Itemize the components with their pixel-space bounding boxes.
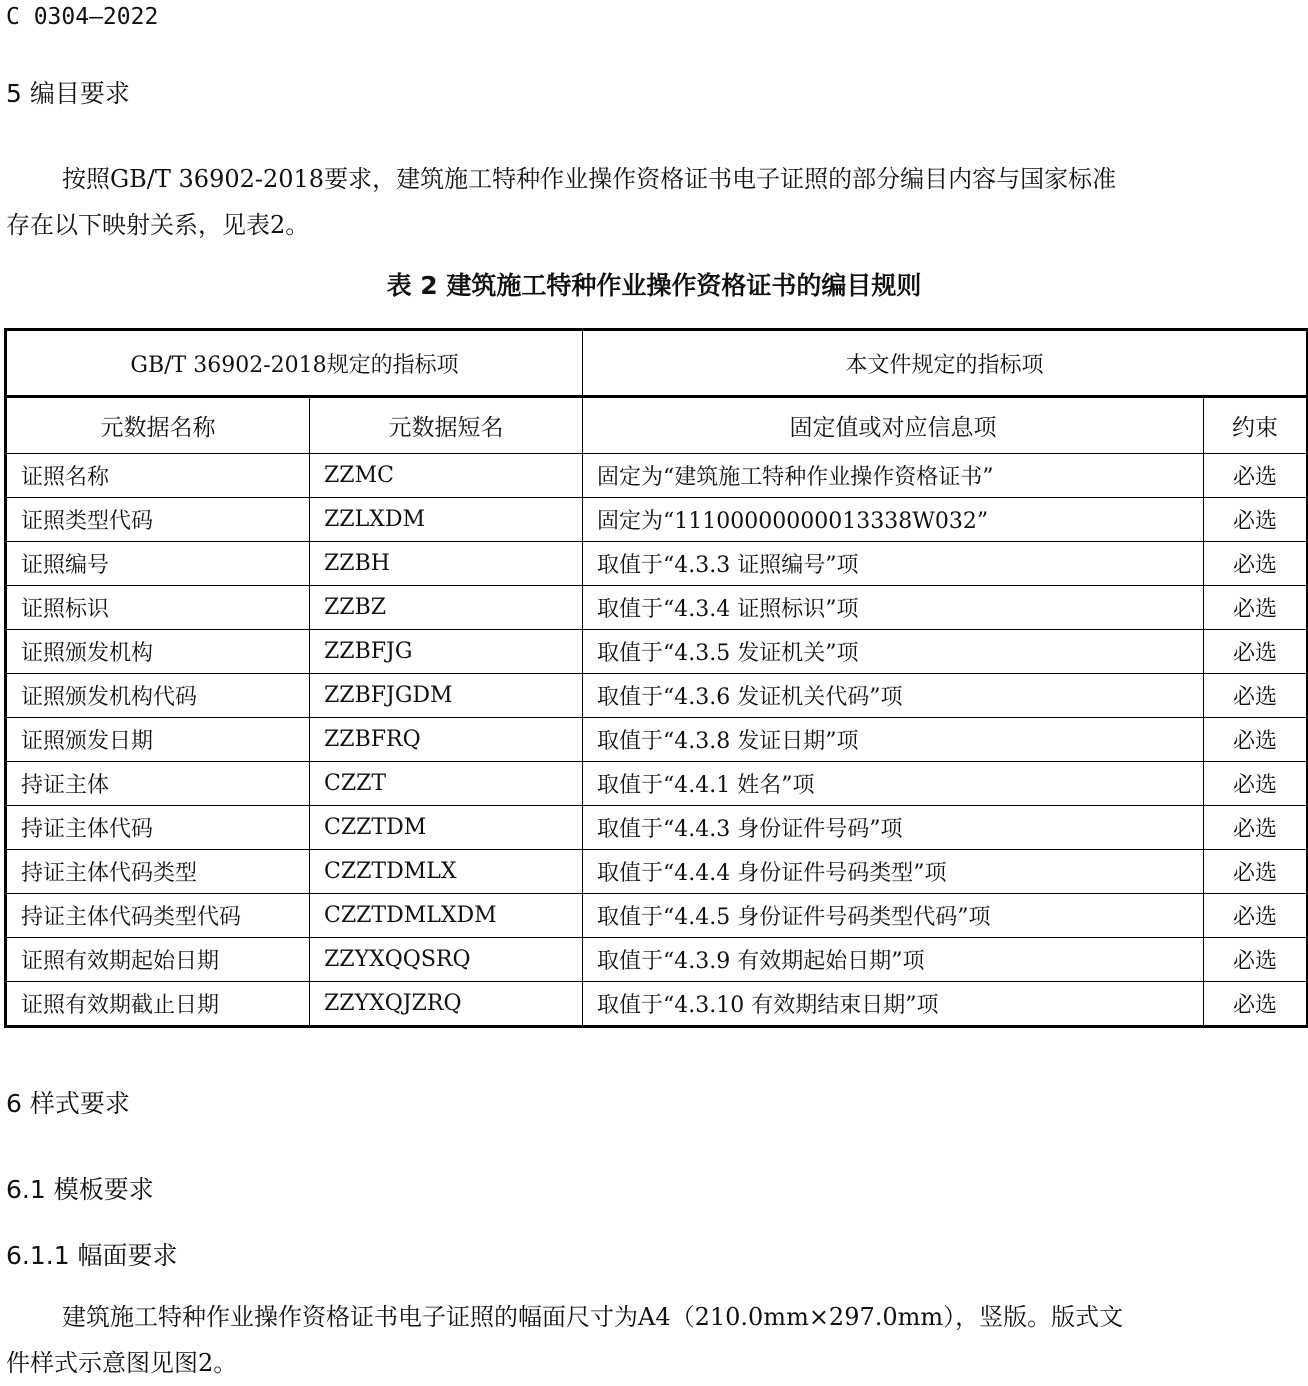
cell-constraint: 必选 <box>1204 674 1308 718</box>
cell-metadata-short-name: ZZLXDM <box>310 498 583 542</box>
cell-constraint: 必选 <box>1204 718 1308 762</box>
cell-value-source: 取值于“4.3.5 发证机关”项 <box>583 630 1204 674</box>
table-row <box>6 674 1308 718</box>
section-6-1-1-paragraph <box>6 1294 1302 1386</box>
section-5-heading: 5 编目要求 <box>6 79 130 108</box>
cell-metadata-short-name: ZZBFJGDM <box>310 674 583 718</box>
cell-value-source: 固定为“11100000000013338W032” <box>583 498 1204 542</box>
section-5-line-1: 按照GB/T 36902-2018要求，建筑施工特种作业操作资格证书电子证照的部分编目内容与国家标准 <box>62 165 1117 193</box>
cell-metadata-name: 证照编号 <box>6 542 310 586</box>
cell-value-source: 取值于“4.3.9 有效期起始日期”项 <box>583 938 1204 982</box>
table-row <box>6 542 1308 586</box>
cell-constraint: 必选 <box>1204 542 1308 586</box>
cell-constraint: 必选 <box>1204 498 1308 542</box>
cell-value-source: 取值于“4.3.10 有效期结束日期”项 <box>583 982 1204 1027</box>
table-row <box>6 498 1308 542</box>
cell-metadata-name: 证照有效期起始日期 <box>6 938 310 982</box>
group-header-gbt: GB/T 36902-2018规定的指标项 <box>6 330 583 397</box>
section-6-1-1-heading: 6.1.1 幅面要求 <box>6 1241 178 1270</box>
section-6-1-heading: 6.1 模板要求 <box>6 1175 154 1204</box>
section-6-1-1-line-2: 件样式示意图见图2。 <box>6 1349 238 1377</box>
cell-metadata-name: 证照颁发机构代码 <box>6 674 310 718</box>
cell-metadata-short-name: ZZMC <box>310 454 583 498</box>
cell-metadata-short-name: ZZYXQQSRQ <box>310 938 583 982</box>
cell-metadata-name: 证照颁发机构 <box>6 630 310 674</box>
cell-value-source: 取值于“4.4.5 身份证件号码类型代码”项 <box>583 894 1204 938</box>
section-5-line-2: 存在以下映射关系，见表2。 <box>6 211 310 239</box>
cell-value-source: 取值于“4.4.1 姓名”项 <box>583 762 1204 806</box>
document-id: C 0304—2022 <box>6 4 159 30</box>
cell-constraint: 必选 <box>1204 894 1308 938</box>
cell-constraint: 必选 <box>1204 982 1308 1027</box>
cell-metadata-short-name: CZZTDM <box>310 806 583 850</box>
cell-value-source: 取值于“4.4.4 身份证件号码类型”项 <box>583 850 1204 894</box>
cell-metadata-name: 证照类型代码 <box>6 498 310 542</box>
section-6-1-1-line-1: 建筑施工特种作业操作资格证书电子证照的幅面尺寸为A4（210.0mm×297.0mm），竖版。版式文 <box>62 1303 1124 1331</box>
cell-value-source: 固定为“建筑施工特种作业操作资格证书” <box>583 454 1204 498</box>
table-row <box>6 718 1308 762</box>
table-row <box>6 982 1308 1027</box>
table-group-header-row <box>6 330 1308 397</box>
cell-metadata-short-name: ZZBZ <box>310 586 583 630</box>
cell-metadata-short-name: ZZYXQJZRQ <box>310 982 583 1027</box>
cell-metadata-name: 证照标识 <box>6 586 310 630</box>
cell-constraint: 必选 <box>1204 454 1308 498</box>
table-row <box>6 586 1308 630</box>
cell-metadata-short-name: ZZBH <box>310 542 583 586</box>
column-header-constraint: 约束 <box>1204 397 1308 454</box>
cell-metadata-name: 证照名称 <box>6 454 310 498</box>
cell-metadata-short-name: CZZTDMLXDM <box>310 894 583 938</box>
table-caption: 表 2 建筑施工特种作业操作资格证书的编目规则 <box>386 271 922 300</box>
cell-metadata-short-name: ZZBFJG <box>310 630 583 674</box>
section-5-paragraph <box>6 156 1302 248</box>
cell-metadata-name: 持证主体 <box>6 762 310 806</box>
section-6-heading: 6 样式要求 <box>6 1089 130 1118</box>
table-row <box>6 454 1308 498</box>
cell-constraint: 必选 <box>1204 586 1308 630</box>
column-header-value: 固定值或对应信息项 <box>583 397 1204 454</box>
cell-constraint: 必选 <box>1204 850 1308 894</box>
cell-constraint: 必选 <box>1204 806 1308 850</box>
column-header-short-name: 元数据短名 <box>310 397 583 454</box>
cell-metadata-short-name: ZZBFRQ <box>310 718 583 762</box>
metadata-table <box>4 328 1308 1028</box>
cell-metadata-name: 持证主体代码 <box>6 806 310 850</box>
cell-constraint: 必选 <box>1204 762 1308 806</box>
cell-value-source: 取值于“4.4.3 身份证件号码”项 <box>583 806 1204 850</box>
table-column-header-row <box>6 397 1308 454</box>
table-body <box>6 454 1308 1027</box>
cell-metadata-name: 持证主体代码类型代码 <box>6 894 310 938</box>
group-header-this-document: 本文件规定的指标项 <box>583 330 1308 397</box>
table-row <box>6 806 1308 850</box>
cell-metadata-name: 持证主体代码类型 <box>6 850 310 894</box>
cell-value-source: 取值于“4.3.4 证照标识”项 <box>583 586 1204 630</box>
cell-metadata-name: 证照颁发日期 <box>6 718 310 762</box>
table-row <box>6 938 1308 982</box>
cell-metadata-short-name: CZZT <box>310 762 583 806</box>
cell-constraint: 必选 <box>1204 938 1308 982</box>
table-row <box>6 894 1308 938</box>
cell-value-source: 取值于“4.3.3 证照编号”项 <box>583 542 1204 586</box>
table-row <box>6 762 1308 806</box>
cell-constraint: 必选 <box>1204 630 1308 674</box>
table-row <box>6 630 1308 674</box>
cell-metadata-name: 证照有效期截止日期 <box>6 982 310 1027</box>
cell-value-source: 取值于“4.3.6 发证机关代码”项 <box>583 674 1204 718</box>
column-header-name: 元数据名称 <box>6 397 310 454</box>
cell-value-source: 取值于“4.3.8 发证日期”项 <box>583 718 1204 762</box>
table-row <box>6 850 1308 894</box>
cell-metadata-short-name: CZZTDMLX <box>310 850 583 894</box>
